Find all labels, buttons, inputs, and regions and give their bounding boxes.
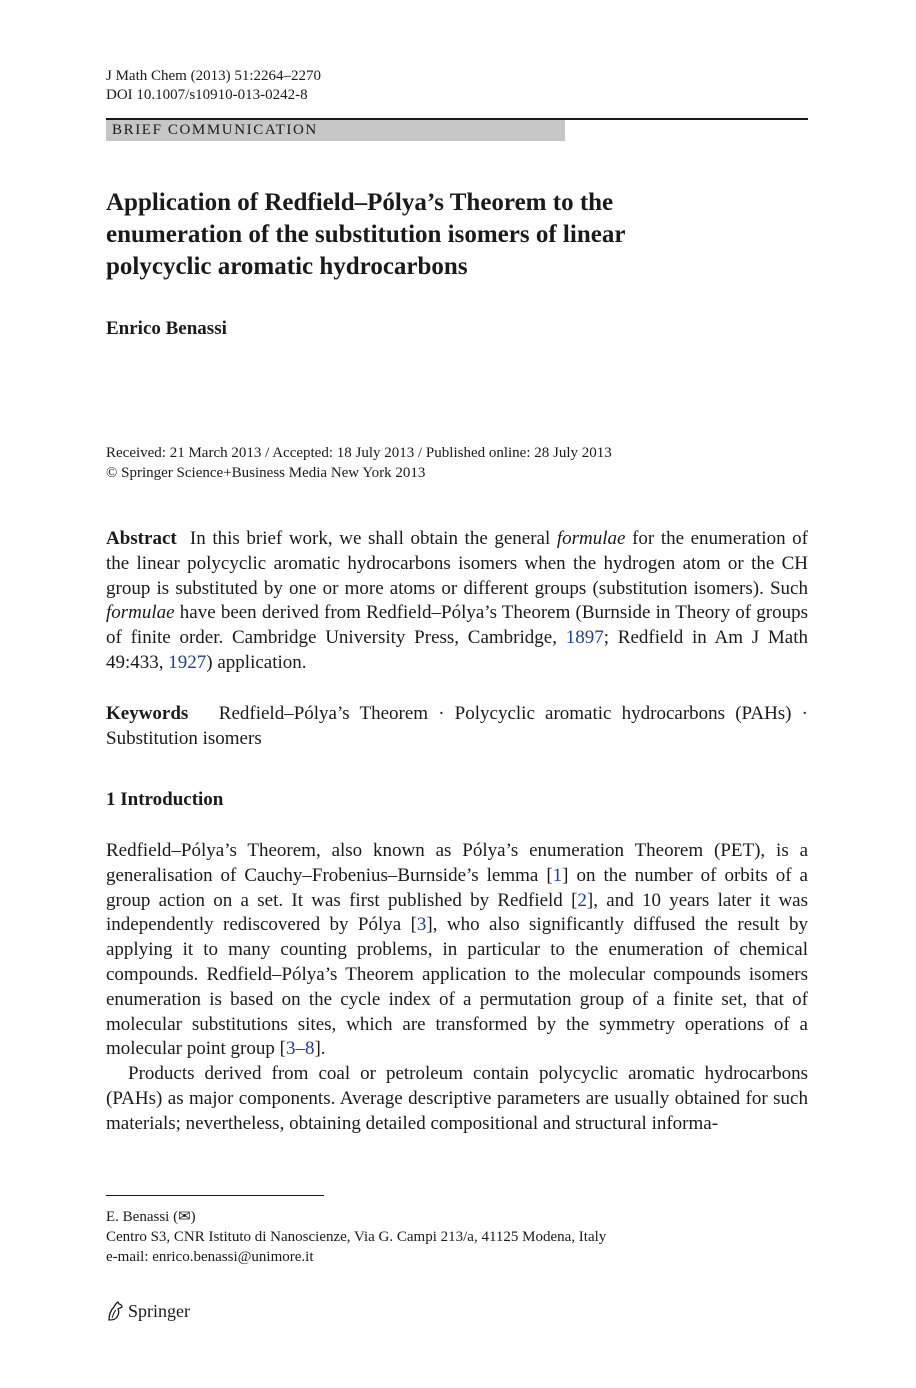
body-text: ] on the number of orbits of a group action on a set. It was first published by Redfield [ (106, 864, 808, 911)
keywords (106, 702, 808, 752)
copyright-line: © Springer Science+Business Media New York 2013 (106, 465, 426, 481)
abstract-text: ) application. (206, 651, 307, 673)
citation-link[interactable]: 3 (416, 914, 427, 936)
citation-link[interactable]: 1927 (168, 651, 207, 673)
abstract-text: have been derived from Redfield–Pólya’s Theorem (Burnside in Theory of groups of finite order. Cambridge University Press, Cambridge, (106, 602, 808, 649)
doi: DOI 10.1007/s10910-013-0242-8 (106, 87, 308, 103)
keywords-text: Redfield–Pólya’s Theorem · Polycyclic aromatic hydrocarbons (PAHs) · Substitution isomers (106, 703, 808, 749)
corresponding-author: E. Benassi (✉) (106, 1209, 196, 1225)
abstract (106, 527, 808, 676)
email: e-mail: enrico.benassi@unimore.it (106, 1249, 314, 1265)
abstract-text: In this brief work, we shall obtain the general (189, 528, 557, 549)
title-line: polycyclic aromatic hydrocarbons (106, 253, 468, 280)
abstract-emphasis: formulae (556, 528, 626, 549)
author-name: Enrico Benassi (106, 318, 227, 339)
article-type-label: BRIEF COMMUNICATION (112, 122, 318, 138)
article-title (106, 187, 746, 283)
publication-info (106, 443, 612, 483)
title-line: Application of Redfield–Pólya’s Theorem to the (106, 189, 614, 216)
abstract-text: for the enumeration of the linear polycyclic aromatic hydrocarbons isomers when the hydrogen atom or the CH group is substituted by one or more atoms or different groups (substitution isomers). Such (106, 528, 809, 599)
keywords-label: Keywords (106, 703, 189, 724)
publication-dates: Received: 21 March 2013 / Accepted: 18 July 2013 / Published online: 28 July 2013 (106, 445, 612, 461)
intro-paragraph (106, 839, 808, 1062)
citation-link[interactable]: 1897 (565, 627, 604, 649)
body-text: ], and 10 years later it was independently rediscovered by Pólya [ (106, 889, 808, 936)
citation-link[interactable]: 1 (552, 864, 563, 886)
abstract-emphasis: formulae (106, 602, 175, 624)
publisher-logo (106, 1299, 190, 1323)
body-text: ], who also significantly diffused the result by applying it to many counting problems, in particular to the enumeration of chemical compounds. Redfield–Pólya’s Theorem application to the molecular compounds isomers enumeration is based on the cycle index of a permutation group of a finite set, that of molecular substitutions sites, which are transformed by the symmetry operations of a molecular point group [ (106, 914, 808, 1060)
footnote-rule (106, 1195, 324, 1196)
abstract-label: Abstract (106, 528, 177, 549)
journal-header (106, 67, 321, 105)
publisher-name: Springer (128, 1301, 190, 1321)
title-line: enumeration of the substitution isomers of linear (106, 221, 626, 248)
springer-horse-icon (106, 1301, 124, 1321)
body-text: ]. (314, 1038, 326, 1060)
body-text: Redfield–Pólya’s Theorem, also known as Pólya’s enumeration Theorem (PET), is a generalisation of Cauchy–Frobenius–Burnside’s lemma [ (106, 840, 808, 886)
intro-paragraph: Products derived from coal or petroleum contain polycyclic aromatic hydrocarbons (PAHs) as major components. Average descriptive parameters are usually obtained for such materials; nevertheless, obtaining detailed compositional and structural informa- (106, 1063, 808, 1134)
affiliation: Centro S3, CNR Istituto di Nanoscienze, Via G. Campi 213/a, 41125 Modena, Italy (106, 1229, 607, 1245)
footnote (106, 1207, 606, 1267)
journal-citation: J Math Chem (2013) 51:2264–2270 (106, 68, 321, 84)
section-heading: 1 Introduction (106, 789, 224, 810)
abstract-text: ; Redfield in Am J Math 49:433, (106, 627, 809, 673)
citation-link[interactable]: 2 (577, 889, 587, 911)
citation-link[interactable]: 3–8 (285, 1038, 315, 1060)
